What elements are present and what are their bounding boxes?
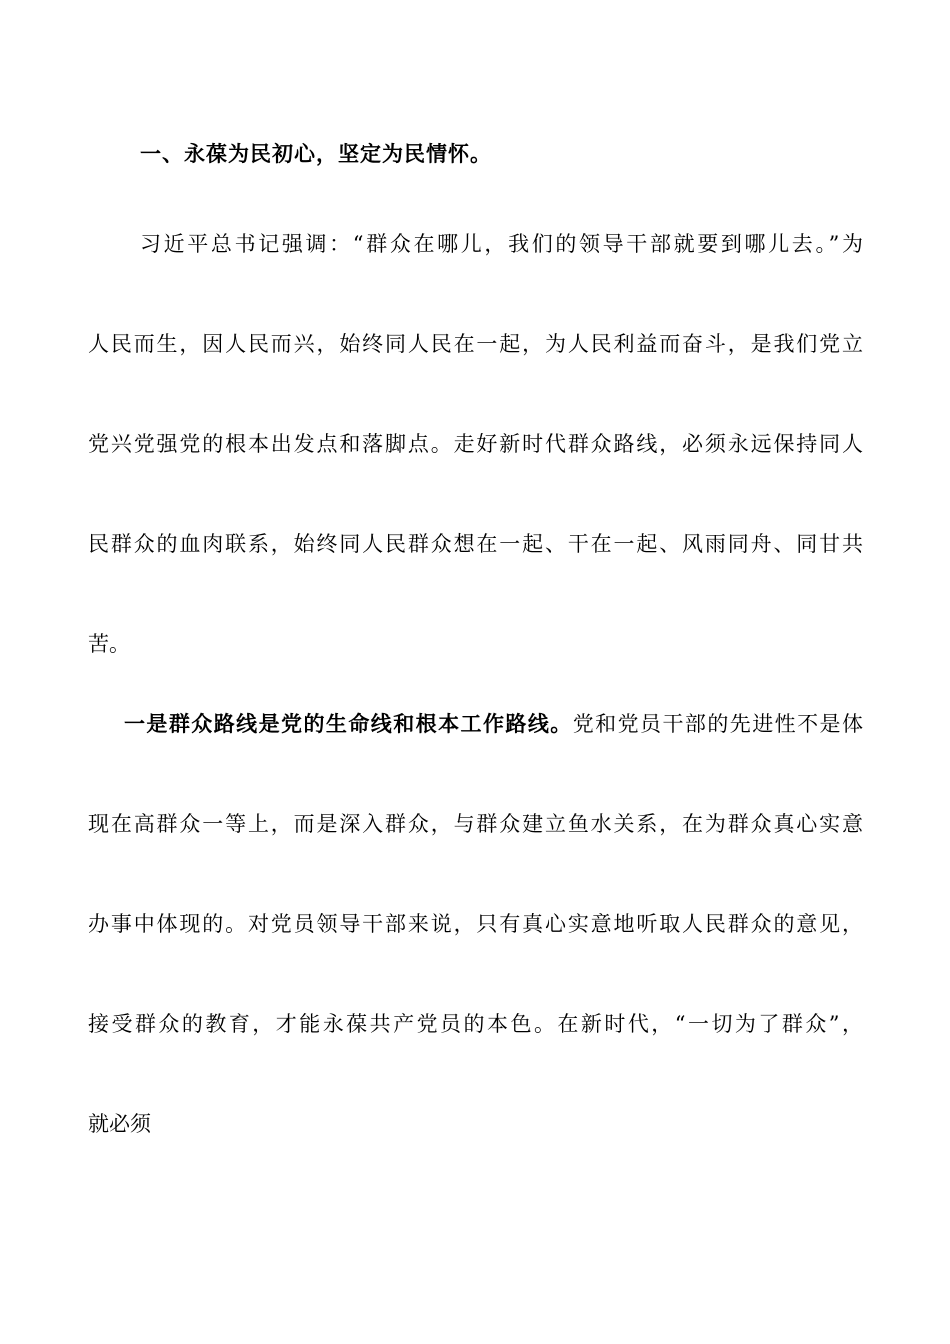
paragraph-line: 接受群众的教育，才能永葆共产党员的本色。在新时代，“一切为了群众”，: [88, 1012, 863, 1036]
paragraph-line: 人民而生，因人民而兴，始终同人民在一起，为人民利益而奋斗，是我们党立: [88, 332, 863, 356]
lead-text: 党和党员干部的先进性不是体: [572, 712, 863, 736]
section-heading: 一、永葆为民初心，坚定为民情怀。: [140, 141, 492, 166]
paragraph-line: 苦。: [88, 632, 130, 656]
paragraph-line: 习近平总书记强调：“群众在哪儿，我们的领导干部就要到哪儿去。”为: [140, 232, 863, 256]
paragraph-line: 党兴党强党的根本出发点和落脚点。走好新时代群众路线，必须永远保持同人: [88, 432, 863, 456]
bold-lead-text: 一是群众路线是党的生命线和根本工作路线。: [124, 711, 573, 736]
paragraph-line: 现在高群众一等上，而是深入群众，与群众建立鱼水关系，在为群众真心实意: [88, 812, 863, 836]
paragraph-line: 民群众的血肉联系，始终同人民群众想在一起、干在一起、风雨同舟、同甘共: [88, 532, 863, 556]
paragraph-line: 办事中体现的。对党员领导干部来说，只有真心实意地听取人民群众的意见，: [88, 912, 863, 936]
paragraph-lead-line: [124, 709, 863, 739]
paragraph-line: 就必须: [88, 1112, 151, 1136]
